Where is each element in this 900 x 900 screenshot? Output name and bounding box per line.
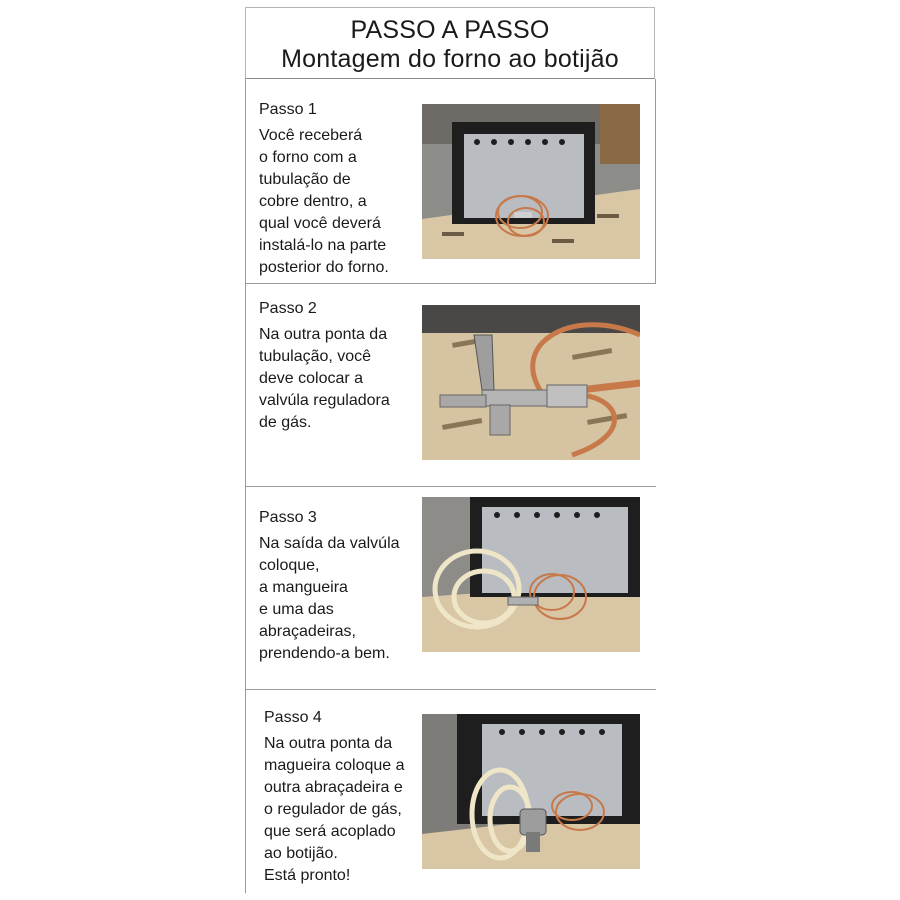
- page-title: PASSO A PASSO: [350, 16, 550, 44]
- frame-right-border: [655, 79, 656, 284]
- step-4-photo: [422, 714, 640, 869]
- step-3-text: [259, 507, 400, 665]
- step-4-body: Na outra ponta da magueira coloque a outra abraçadeira e o regulador de gás, que será acoplado ao botijão. Está pronto!: [264, 735, 405, 884]
- step-3-photo: [422, 497, 640, 652]
- step-2-photo: [422, 305, 640, 460]
- step-4-text: [264, 707, 405, 887]
- step-3-title: Passo 3: [259, 509, 317, 526]
- step-1-body: Você receberá o forno com a tubulação de cobre dentro, a qual você deverá instalá-lo na parte posterior do forno.: [259, 127, 389, 276]
- header-box: [245, 7, 655, 79]
- step-divider: [245, 689, 656, 690]
- step-4-title: Passo 4: [264, 709, 322, 726]
- page-subtitle: Montagem do forno ao botijão: [281, 45, 619, 73]
- step-divider: [245, 283, 656, 284]
- step-2-body: Na outra ponta da tubulação, você deve colocar a valvúla reguladora de gás.: [259, 326, 390, 431]
- step-2-title: Passo 2: [259, 300, 317, 317]
- step-1-text: [259, 99, 389, 279]
- step-3-body: Na saída da valvúla coloque, a mangueira e uma das abraçadeiras, prendendo-a bem.: [259, 535, 400, 662]
- step-1-photo: [422, 104, 640, 259]
- step-1-title: Passo 1: [259, 101, 317, 118]
- step-2-text: [259, 298, 390, 434]
- step-divider: [245, 486, 656, 487]
